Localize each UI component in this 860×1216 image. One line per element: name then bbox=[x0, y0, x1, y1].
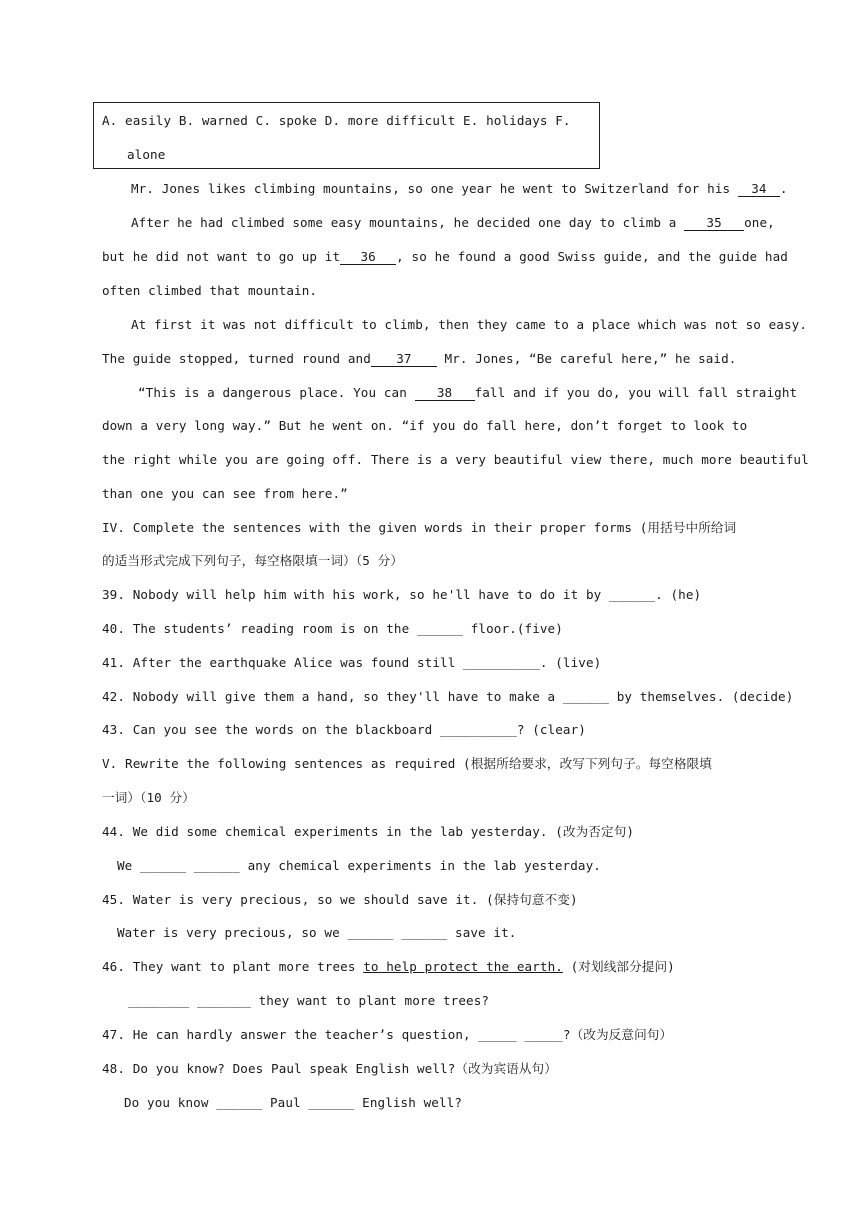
word-bank-line-1: A. easily B. warned C. spoke D. more difficult E. holidays F. bbox=[102, 113, 571, 128]
question-45: 45. Water is very precious, so we should save it. (保持句意不变) bbox=[102, 892, 578, 907]
passage-line-8: down a very long way.” But he went on. “if you do fall here, don’t forget to look to bbox=[102, 418, 748, 433]
answer-46: ________ _______ they want to plant more trees? bbox=[128, 993, 490, 1008]
passage-text: fall and if you do, you will fall straight bbox=[474, 385, 798, 400]
question-text: (对划线部分提问) bbox=[562, 959, 675, 974]
section-5-heading: V. Rewrite the following sentences as required (根据所给要求，改写下列句子。每空格限填 bbox=[102, 756, 712, 771]
answer-45: Water is very precious, so we ______ ______ save it. bbox=[117, 925, 517, 940]
section-4-heading-cont: 的适当形式完成下列句子，每空格限填一词）（5 分） bbox=[102, 553, 404, 568]
passage-line-1 bbox=[131, 180, 788, 198]
passage-text: but he did not want to go up it bbox=[102, 249, 341, 264]
question-40: 40. The students’ reading room is on the ______ floor.(five) bbox=[102, 621, 563, 636]
passage-text: one, bbox=[744, 215, 775, 230]
answer-48: Do you know ______ Paul ______ English well? bbox=[124, 1095, 463, 1110]
passage-text: , so he found a good Swiss guide, and the guide had bbox=[396, 249, 788, 264]
blank-38[interactable]: 38 bbox=[415, 385, 475, 401]
passage-line-2 bbox=[131, 214, 775, 232]
blank-36[interactable]: 36 bbox=[340, 249, 396, 265]
section-5-heading-cont: 一词）（10 分） bbox=[102, 790, 195, 805]
question-43: 43. Can you see the words on the blackboard __________? (clear) bbox=[102, 722, 586, 737]
question-44: 44. We did some chemical experiments in the lab yesterday. (改为否定句) bbox=[102, 824, 635, 839]
question-text: 46. They want to plant more trees bbox=[102, 959, 364, 974]
passage-text: After he had climbed some easy mountains, he decided one day to climb a bbox=[131, 215, 685, 230]
passage-line-5: At first it was not difficult to climb, then they came to a place which was not so easy. bbox=[131, 317, 808, 332]
blank-35[interactable]: 35 bbox=[684, 215, 744, 231]
passage-text: “This is a dangerous place. You can bbox=[138, 385, 415, 400]
question-39: 39. Nobody will help him with his work, so he'll have to do it by ______. (he) bbox=[102, 587, 702, 602]
passage-text: Mr. Jones, “Be careful here,” he said. bbox=[436, 351, 737, 366]
answer-44: We ______ ______ any chemical experiments in the lab yesterday. bbox=[117, 858, 601, 873]
passage-line-6 bbox=[102, 350, 736, 368]
blank-37[interactable]: 37 bbox=[371, 351, 437, 367]
passage-text: The guide stopped, turned round and bbox=[102, 351, 371, 366]
question-48: 48. Do you know? Does Paul speak English well?（改为宾语从句） bbox=[102, 1061, 557, 1076]
underlined-part: to help protect the earth. bbox=[363, 959, 563, 974]
passage-line-7 bbox=[138, 384, 797, 402]
blank-34[interactable]: 34 bbox=[738, 181, 780, 197]
section-4-heading: IV. Complete the sentences with the given words in their proper forms (用括号中所给词 bbox=[102, 520, 737, 535]
passage-text: . bbox=[779, 181, 788, 196]
passage-line-3 bbox=[102, 248, 788, 266]
question-41: 41. After the earthquake Alice was found still __________. (live) bbox=[102, 655, 602, 670]
passage-line-4: often climbed that mountain. bbox=[102, 283, 318, 298]
word-bank-line-2: alone bbox=[127, 147, 166, 162]
passage-line-9: the right while you are going off. There is a very beautiful view there, much more beautiful bbox=[102, 452, 809, 467]
question-42: 42. Nobody will give them a hand, so they'll have to make a ______ by themselves. (decide) bbox=[102, 689, 794, 704]
passage-text: Mr. Jones likes climbing mountains, so one year he went to Switzerland for his bbox=[131, 181, 738, 196]
question-46 bbox=[102, 958, 675, 976]
passage-line-10: than one you can see from here.” bbox=[102, 486, 348, 501]
question-47: 47. He can hardly answer the teacher’s question, _____ _____?（改为反意问句） bbox=[102, 1027, 673, 1042]
